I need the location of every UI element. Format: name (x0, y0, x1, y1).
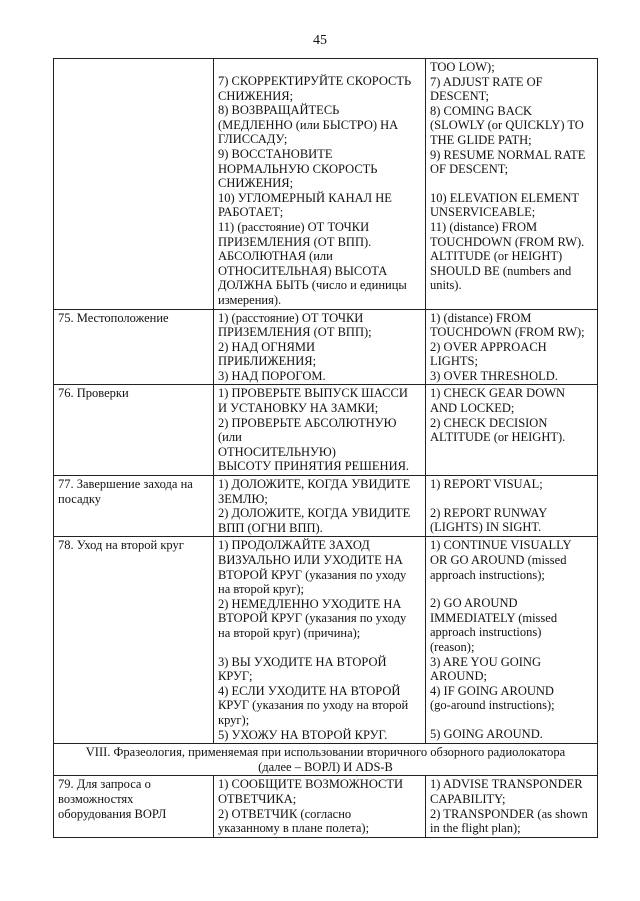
item-title-line: оборудования ВОРЛ (58, 806, 167, 821)
russian-phrase-line: КРУГ; (218, 669, 253, 684)
page-number: 45 (313, 33, 327, 48)
russian-phrase-line: ВТОРОЙ КРУГ (указания по уходу (218, 567, 407, 582)
english-phrase-line: DESCENT; (430, 89, 490, 104)
russian-phrase-line: 1) ПРОДОЛЖАЙТЕ ЗАХОД (218, 538, 370, 553)
russian-phrase-line: ПРИЗЕМЛЕНИЯ (ОТ ВПП); (218, 325, 372, 340)
russian-phrase-line: 4) ЕСЛИ УХОДИТЕ НА ВТОРОЙ (218, 683, 401, 698)
english-phrase-line: OF DESCENT; (430, 162, 509, 177)
russian-phrase-line: 2) НАД ОГНЯМИ (218, 339, 316, 354)
russian-phrase-line: 2) ДОЛОЖИТЕ, КОГДА УВИДИТЕ (218, 506, 411, 521)
english-phrase-line: 4) IF GOING AROUND (430, 683, 554, 698)
russian-phrase-cell (214, 309, 426, 385)
english-phrase-line: AND LOCKED; (430, 401, 515, 416)
item-title-line: 78. Уход на второй круг (58, 538, 184, 553)
english-phrase-line: 10) ELEVATION ELEMENT (430, 190, 580, 205)
english-phrase-line: LIGHTS; (430, 354, 478, 369)
phraseology-table (53, 58, 598, 838)
english-phrase-line: TOUCHDOWN (FROM RW). (430, 234, 585, 249)
russian-phrase-line (218, 641, 421, 655)
table-row (54, 537, 598, 744)
russian-phrase-line: ПРИЗЕМЛЕНИЯ (ОТ ВПП). (218, 234, 372, 249)
russian-phrase-line: 2) ОТВЕТЧИК (согласно (218, 806, 352, 821)
english-phrase-line: (LIGHTS) IN SIGHT. (430, 520, 542, 535)
section-title-line: (далее – ВОРЛ) И ADS-B (258, 759, 393, 774)
russian-phrase-line: ОТВЕТЧИКА; (218, 791, 297, 806)
item-title-cell (54, 537, 214, 744)
russian-phrase-line: НОРМАЛЬНУЮ СКОРОСТЬ (218, 161, 378, 176)
english-phrase-line: ALTITUDE (or HEIGHT) (430, 249, 563, 264)
english-phrase-line: 1) CONTINUE VISUALLY (430, 538, 572, 553)
english-phrase-line: in the flight plan); (430, 821, 521, 836)
english-phrase-line: approach instructions); (430, 567, 545, 582)
russian-phrase-line: ВТОРОЙ КРУГ (указания по уходу (218, 611, 407, 626)
item-title-cell (54, 59, 214, 310)
russian-phrase-line: И УСТАНОВКУ НА ЗАМКИ; (218, 401, 379, 416)
english-phrase-line (430, 713, 593, 727)
russian-phrase-line: (МЕДЛЕННО (или БЫСТРО) НА (218, 117, 399, 132)
english-phrase-line: (reason); (430, 639, 475, 654)
english-phrase-line: 9) RESUME NORMAL RATE (430, 147, 586, 162)
item-title-line: посадку (58, 491, 102, 506)
russian-phrase-line: СНИЖЕНИЯ; (218, 176, 294, 191)
russian-phrase-line: 1) ПРОВЕРЬТЕ ВЫПУСК ШАССИ (218, 386, 408, 401)
english-phrase-line: 1) ADVISE TRANSPONDER (430, 777, 583, 792)
item-title-cell (54, 776, 214, 837)
russian-phrase-line: ДОЛЖНА БЫТЬ (число и единицы (218, 278, 407, 293)
russian-phrase-line: ГЛИССАДУ; (218, 132, 288, 147)
english-phrase-cell (426, 59, 598, 310)
english-phrase-cell (426, 776, 598, 837)
english-phrase-line (430, 492, 593, 506)
english-phrase-line: 3) OVER THRESHOLD. (430, 368, 558, 383)
english-phrase-line: SHOULD BE (numbers and (430, 263, 572, 278)
russian-phrase-line: (или (218, 430, 242, 445)
item-title-cell (54, 309, 214, 385)
english-phrase-cell (426, 385, 598, 476)
russian-phrase-line: 2) ПРОВЕРЬТЕ АБСОЛЮТНУЮ (218, 415, 397, 430)
english-phrase-line: OR GO AROUND (missed (430, 553, 567, 567)
russian-phrase-line: 3) НАД ПОРОГОМ. (218, 368, 326, 383)
russian-phrase-line: указанному в плане полета); (218, 821, 370, 836)
english-phrase-line: 2) CHECK DECISION (430, 415, 548, 430)
russian-phrase-line: измерения). (218, 292, 282, 307)
russian-phrase-line: ОТНОСИТЕЛЬНУЮ) (218, 444, 336, 459)
item-title-cell (54, 385, 214, 476)
section-title (54, 744, 598, 776)
russian-phrase-line: на второй круг) (причина); (218, 625, 361, 640)
english-phrase-line: IMMEDIATELY (missed (430, 610, 558, 625)
russian-phrase-line: 1) (расстояние) ОТ ТОЧКИ (218, 310, 364, 325)
english-phrase-line: CAPABILITY; (430, 791, 506, 806)
russian-phrase-line: ВПП (ОГНИ ВПП). (218, 520, 323, 535)
english-phrase-line: 1) REPORT VISUAL; (430, 477, 543, 492)
english-phrase-line: 2) TRANSPONDER (as shown (430, 806, 588, 821)
english-phrase-line: (go-around instructions); (430, 698, 555, 713)
russian-phrase-cell (214, 385, 426, 476)
russian-phrase-cell (214, 537, 426, 744)
item-title-cell (54, 476, 214, 537)
russian-phrase-line: на второй круг); (218, 582, 304, 597)
english-phrase-cell (426, 476, 598, 537)
table-row (54, 309, 598, 385)
table-row (54, 385, 598, 476)
russian-phrase-line: 7) СКОРРЕКТИРУЙТЕ СКОРОСТЬ (218, 74, 412, 88)
english-phrase-line: 2) GO AROUND (430, 596, 518, 611)
russian-phrase-line: 9) ВОССТАНОВИТЕ (218, 146, 333, 161)
russian-phrase-line: ПРИБЛИЖЕНИЯ; (218, 354, 317, 369)
russian-phrase-line (218, 60, 421, 74)
russian-phrase-line: КРУГ (указания по уходу на второй (218, 698, 409, 713)
english-phrase-line (430, 177, 593, 191)
russian-phrase-line: ВЫСОТУ ПРИНЯТИЯ РЕШЕНИЯ. (218, 459, 410, 474)
russian-phrase-cell (214, 776, 426, 837)
english-phrase-line: 8) COMING BACK (430, 103, 533, 118)
english-phrase-line: AROUND; (430, 669, 487, 684)
item-title-line: возможностях (58, 791, 134, 806)
item-title-line: 76. Проверки (58, 386, 129, 401)
english-phrase-line: TOUCHDOWN (FROM RW); (430, 325, 585, 340)
russian-phrase-line: 1) ДОЛОЖИТЕ, КОГДА УВИДИТЕ (218, 477, 411, 492)
russian-phrase-cell (214, 59, 426, 310)
russian-phrase-line: 11) (расстояние) ОТ ТОЧКИ (218, 219, 370, 234)
russian-phrase-line: ЗЕМЛЮ; (218, 491, 268, 506)
english-phrase-line (430, 582, 593, 596)
english-phrase-line: 1) (distance) FROM (430, 310, 532, 325)
russian-phrase-line: 5) УХОЖУ НА ВТОРОЙ КРУГ. (218, 727, 388, 742)
russian-phrase-line: ВИЗУАЛЬНО ИЛИ УХОДИТЕ НА (218, 553, 403, 567)
english-phrase-line: TOO LOW); (430, 60, 495, 74)
russian-phrase-line: круг); (218, 712, 250, 727)
english-phrase-line: 5) GOING AROUND. (430, 726, 543, 741)
russian-phrase-line: СНИЖЕНИЯ; (218, 88, 294, 103)
english-phrase-line: THE GLIDE PATH; (430, 132, 532, 147)
table-row (54, 776, 598, 837)
english-phrase-line: 2) REPORT RUNWAY (430, 505, 548, 520)
english-phrase-cell (426, 537, 598, 744)
section-header-row (54, 744, 598, 776)
english-phrase-line: units). (430, 278, 462, 293)
russian-phrase-line: РАБОТАЕТ; (218, 205, 284, 220)
item-title-line: 77. Завершение захода на (58, 477, 193, 492)
russian-phrase-line: 2) НЕМЕДЛЕННО УХОДИТЕ НА (218, 596, 402, 611)
russian-phrase-line: 10) УГЛОМЕРНЫЙ КАНАЛ НЕ (218, 190, 392, 205)
english-phrase-line: 1) CHECK GEAR DOWN (430, 386, 566, 401)
section-title-line: VIII. Фразеология, применяемая при использовании вторичного обзорного радиолокатора (85, 745, 566, 760)
russian-phrase-cell (214, 476, 426, 537)
english-phrase-line: 11) (distance) FROM (430, 219, 538, 234)
table-row (54, 59, 598, 310)
english-phrase-line: approach instructions) (430, 625, 542, 640)
russian-phrase-line: 3) ВЫ УХОДИТЕ НА ВТОРОЙ (218, 654, 387, 669)
russian-phrase-line: 8) ВОЗВРАЩАЙТЕСЬ (218, 103, 340, 118)
item-title-line: 79. Для запроса о (58, 777, 151, 792)
english-phrase-line: 2) OVER APPROACH (430, 339, 547, 354)
english-phrase-line: UNSERVICEABLE; (430, 205, 536, 220)
english-phrase-line: 3) ARE YOU GOING (430, 654, 541, 669)
item-title-line: 75. Местоположение (58, 310, 169, 325)
table-row (54, 476, 598, 537)
russian-phrase-line: АБСОЛЮТНАЯ (или (218, 249, 333, 264)
russian-phrase-line: 1) СООБЩИТЕ ВОЗМОЖНОСТИ (218, 777, 404, 792)
english-phrase-line: 7) ADJUST RATE OF (430, 74, 543, 89)
russian-phrase-line: ОТНОСИТЕЛЬНАЯ) ВЫСОТА (218, 263, 388, 278)
english-phrase-line: (SLOWLY (or QUICKLY) TO (430, 118, 584, 133)
english-phrase-cell (426, 309, 598, 385)
english-phrase-line: ALTITUDE (or HEIGHT). (430, 430, 566, 445)
